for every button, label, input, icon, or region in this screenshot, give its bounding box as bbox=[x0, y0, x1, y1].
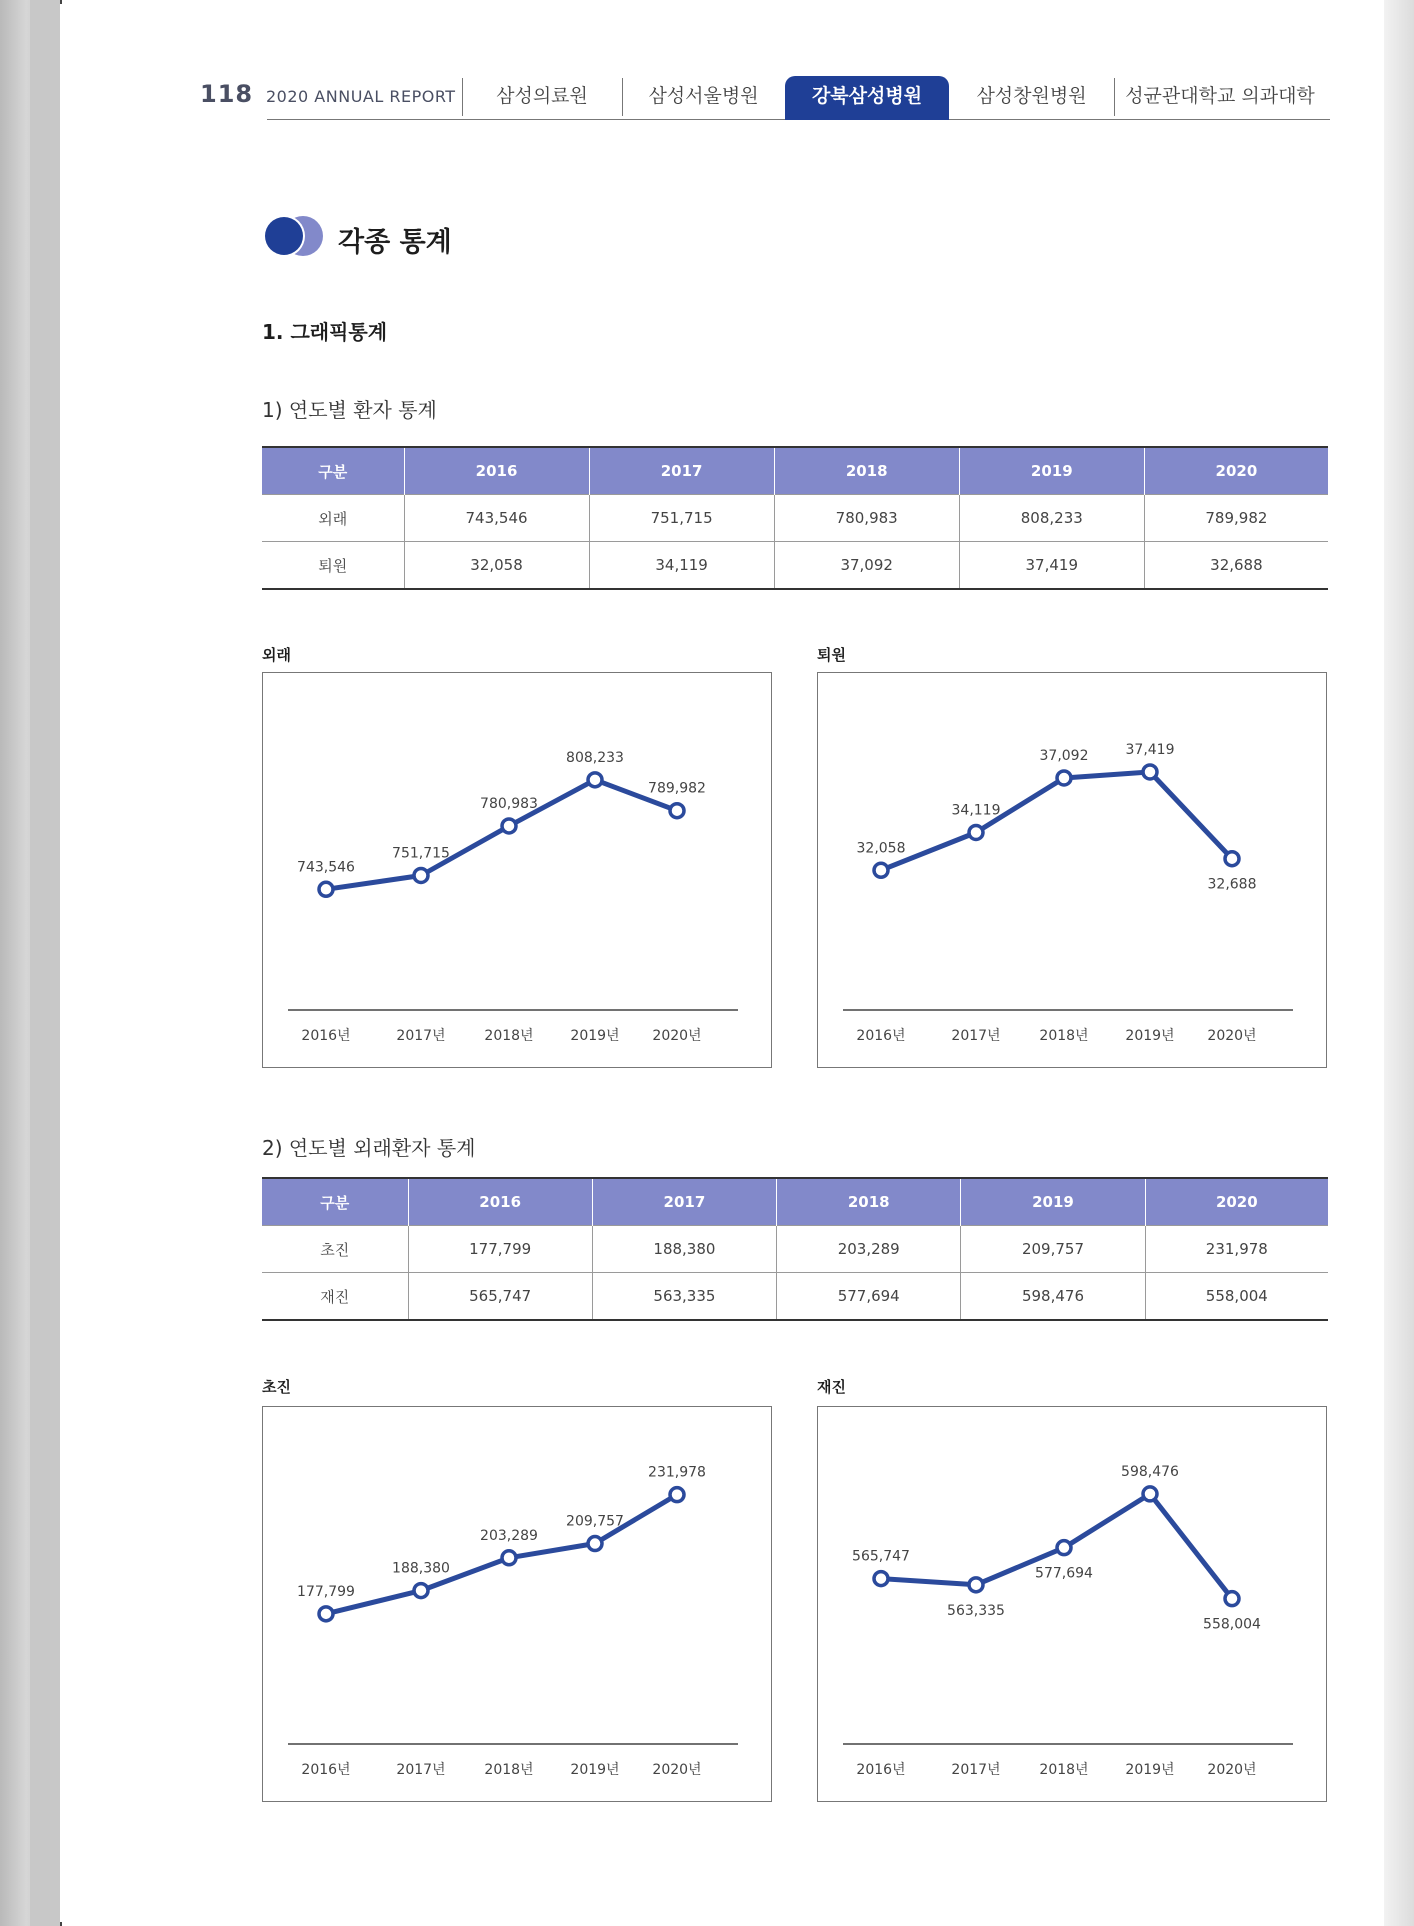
data-point bbox=[969, 825, 983, 839]
table-header-cell: 2020 bbox=[1145, 1178, 1328, 1226]
data-point bbox=[874, 1572, 888, 1586]
x-tick-label: 2019년 bbox=[570, 1028, 620, 1044]
x-tick-label: 2018년 bbox=[1039, 1028, 1089, 1044]
table-header-cell: 2017 bbox=[589, 447, 774, 495]
table-header-cell: 2019 bbox=[959, 447, 1144, 495]
table-cell: 751,715 bbox=[589, 495, 774, 542]
data-label: 37,092 bbox=[1039, 747, 1089, 764]
x-tick-label: 2019년 bbox=[1125, 1762, 1175, 1778]
table-row bbox=[262, 495, 1328, 542]
data-label: 789,982 bbox=[648, 780, 706, 797]
data-label: 188,380 bbox=[392, 1560, 450, 1577]
subsection-title: 1. 그래픽통계 bbox=[262, 320, 388, 344]
data-point bbox=[588, 1537, 602, 1551]
table-cell: 34,119 bbox=[589, 542, 774, 590]
tab-samsung-medical-center[interactable]: 삼성의료원 bbox=[462, 76, 622, 120]
data-point bbox=[1143, 1487, 1157, 1501]
data-label: 37,419 bbox=[1125, 741, 1175, 758]
table-cell: 789,982 bbox=[1144, 495, 1328, 542]
x-tick-label: 2017년 bbox=[951, 1762, 1001, 1778]
data-point bbox=[1057, 1541, 1071, 1555]
discharge-chart bbox=[817, 672, 1327, 1068]
table-cell: 37,419 bbox=[959, 542, 1144, 590]
patient-stats-table bbox=[262, 446, 1328, 590]
x-tick-label: 2019년 bbox=[570, 1762, 620, 1778]
x-tick-label: 2018년 bbox=[1039, 1762, 1089, 1778]
table-cell: 퇴원 bbox=[262, 542, 404, 590]
chart-title-outpatient: 외래 bbox=[262, 646, 291, 664]
table-row bbox=[262, 542, 1328, 590]
table-cell: 32,058 bbox=[404, 542, 589, 590]
data-label: 780,983 bbox=[480, 795, 538, 812]
x-tick-label: 2017년 bbox=[951, 1028, 1001, 1044]
x-tick-label: 2020년 bbox=[1207, 1028, 1257, 1044]
x-tick-label: 2017년 bbox=[396, 1028, 446, 1044]
data-point bbox=[1057, 771, 1071, 785]
data-point bbox=[414, 868, 428, 882]
table-header-cell: 2017 bbox=[592, 1178, 776, 1226]
book-edge-right bbox=[1384, 0, 1414, 1926]
data-label: 231,978 bbox=[648, 1464, 706, 1481]
table-cell: 598,476 bbox=[961, 1273, 1145, 1321]
table-header-cell: 2018 bbox=[777, 1178, 961, 1226]
table-cell: 231,978 bbox=[1145, 1226, 1328, 1273]
series-line bbox=[881, 772, 1232, 870]
table-cell: 558,004 bbox=[1145, 1273, 1328, 1321]
data-point bbox=[670, 804, 684, 818]
book-spine bbox=[30, 0, 62, 1926]
table-header-cell: 2016 bbox=[404, 447, 589, 495]
chart-title-revisit: 재진 bbox=[817, 1378, 846, 1396]
table-header-row bbox=[262, 447, 1328, 495]
table-header-cell: 2020 bbox=[1144, 447, 1328, 495]
x-tick-label: 2019년 bbox=[1125, 1028, 1175, 1044]
x-tick-label: 2020년 bbox=[652, 1028, 702, 1044]
data-point bbox=[414, 1584, 428, 1598]
outpatient-chart bbox=[262, 672, 772, 1068]
data-label: 203,289 bbox=[480, 1527, 538, 1544]
x-tick-label: 2018년 bbox=[484, 1028, 534, 1044]
table-cell: 재진 bbox=[262, 1273, 408, 1321]
tab-kangbuk-samsung-hospital[interactable]: 강북삼성병원 bbox=[785, 76, 949, 120]
discharge-line-chart bbox=[818, 673, 1328, 1069]
table-cell: 743,546 bbox=[404, 495, 589, 542]
table-cell: 209,757 bbox=[961, 1226, 1145, 1273]
data-label: 565,747 bbox=[852, 1548, 910, 1565]
data-label: 751,715 bbox=[392, 845, 450, 862]
report-title: 2020 ANNUAL REPORT bbox=[266, 87, 456, 106]
data-label: 177,799 bbox=[297, 1583, 355, 1600]
table-header-cell: 2016 bbox=[408, 1178, 592, 1226]
data-point bbox=[319, 882, 333, 896]
revisit-chart bbox=[817, 1406, 1327, 1802]
page-header bbox=[200, 76, 1330, 120]
first-visit-chart bbox=[262, 1406, 772, 1802]
page-number: 118 bbox=[200, 80, 254, 108]
data-point bbox=[874, 863, 888, 877]
data-point bbox=[319, 1607, 333, 1621]
table-cell: 563,335 bbox=[592, 1273, 776, 1321]
table-header-row bbox=[262, 1178, 1328, 1226]
table-row bbox=[262, 1226, 1328, 1273]
table-cell: 808,233 bbox=[959, 495, 1144, 542]
table-cell: 780,983 bbox=[774, 495, 959, 542]
table-header-cell: 구분 bbox=[262, 1178, 408, 1226]
table-cell: 565,747 bbox=[408, 1273, 592, 1321]
table-cell: 32,688 bbox=[1144, 542, 1328, 590]
data-point bbox=[1225, 1592, 1239, 1606]
table-cell: 177,799 bbox=[408, 1226, 592, 1273]
data-point bbox=[588, 773, 602, 787]
data-label: 209,757 bbox=[566, 1513, 624, 1530]
tab-skku-medical-school[interactable]: 성균관대학교 의과대학 bbox=[1114, 76, 1326, 120]
x-tick-label: 2016년 bbox=[856, 1028, 906, 1044]
table2-caption: 2) 연도별 외래환자 통계 bbox=[262, 1136, 476, 1160]
data-label: 32,688 bbox=[1207, 876, 1257, 893]
data-label: 558,004 bbox=[1203, 1616, 1261, 1633]
table1-caption: 1) 연도별 환자 통계 bbox=[262, 398, 437, 422]
data-label: 577,694 bbox=[1035, 1565, 1093, 1582]
x-tick-label: 2020년 bbox=[1207, 1762, 1257, 1778]
data-point bbox=[1143, 765, 1157, 779]
x-tick-label: 2020년 bbox=[652, 1762, 702, 1778]
double-circle-icon bbox=[262, 214, 328, 258]
data-point bbox=[502, 1551, 516, 1565]
data-point bbox=[502, 819, 516, 833]
x-tick-label: 2017년 bbox=[396, 1762, 446, 1778]
table-header-cell: 2019 bbox=[961, 1178, 1145, 1226]
data-label: 598,476 bbox=[1121, 1463, 1179, 1480]
data-point bbox=[969, 1578, 983, 1592]
chart-title-first-visit: 초진 bbox=[262, 1378, 291, 1396]
table-cell: 188,380 bbox=[592, 1226, 776, 1273]
x-tick-label: 2016년 bbox=[856, 1762, 906, 1778]
table-header-cell: 2018 bbox=[774, 447, 959, 495]
table-header-cell: 구분 bbox=[262, 447, 404, 495]
chart-title-discharge: 퇴원 bbox=[817, 646, 846, 664]
data-label: 743,546 bbox=[297, 859, 355, 876]
table-cell: 초진 bbox=[262, 1226, 408, 1273]
page bbox=[60, 4, 1382, 1922]
first-visit-line-chart bbox=[263, 1407, 773, 1803]
table-cell: 577,694 bbox=[777, 1273, 961, 1321]
table-cell: 37,092 bbox=[774, 542, 959, 590]
tab-samsung-changwon-hospital[interactable]: 삼성창원병원 bbox=[976, 85, 1087, 107]
table-row bbox=[262, 1273, 1328, 1321]
data-label: 563,335 bbox=[947, 1602, 1005, 1619]
data-label: 808,233 bbox=[566, 749, 624, 766]
x-tick-label: 2018년 bbox=[484, 1762, 534, 1778]
table-cell: 203,289 bbox=[777, 1226, 961, 1273]
data-label: 34,119 bbox=[951, 802, 1001, 819]
outpatient-line-chart bbox=[263, 673, 773, 1069]
outpatient-stats-table bbox=[262, 1177, 1328, 1321]
hospital-tabs bbox=[462, 76, 1326, 120]
revisit-line-chart bbox=[818, 1407, 1328, 1803]
tab-samsung-seoul-hospital[interactable]: 삼성서울병원 bbox=[622, 76, 785, 120]
x-tick-label: 2016년 bbox=[301, 1028, 351, 1044]
table-cell: 외래 bbox=[262, 495, 404, 542]
data-point bbox=[1225, 852, 1239, 866]
x-tick-label: 2016년 bbox=[301, 1762, 351, 1778]
data-point bbox=[670, 1488, 684, 1502]
data-label: 32,058 bbox=[856, 840, 906, 857]
section-title: 각종 통계 bbox=[338, 227, 452, 258]
